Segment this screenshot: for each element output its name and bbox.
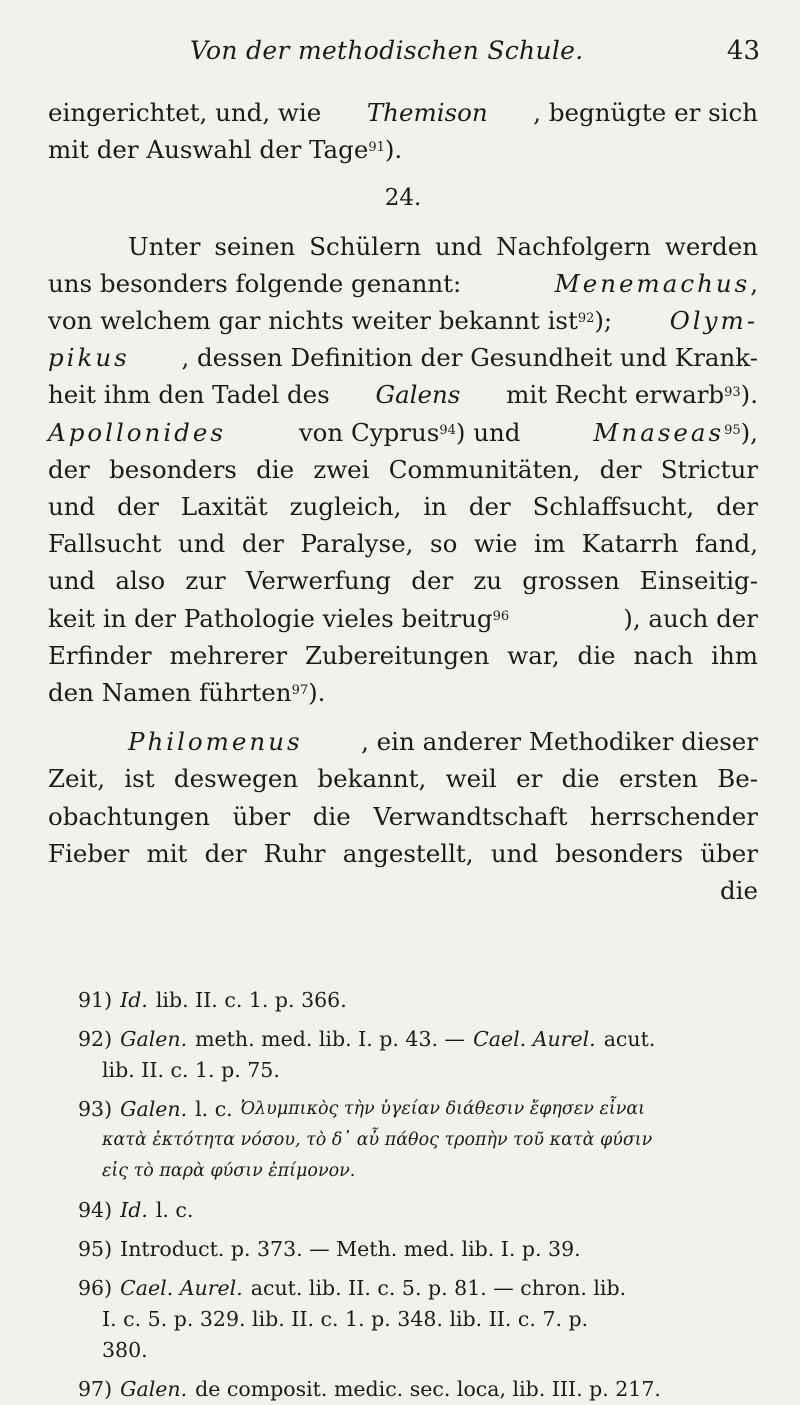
footnote-marker: 94 [439,422,456,438]
text-line: uns besonders folgende genannt: Menemachus, [48,268,758,298]
person-name: Olym- [669,306,758,336]
footnote-91: 91) Id. lib. II. c. 1. p. 366. [78,988,347,1012]
person-name: pikus [48,343,130,373]
text-line: und der Laxität zugleich, in der Schlaffsucht, der [48,492,758,522]
footnote-94: 94) Id. l. c. [78,1198,194,1222]
text-line: pikus , dessen Definition der Gesundheit und Krank- [48,339,758,376]
text-line: mit der Auswahl der Tage$^{91}$). [48,135,403,165]
footnotes [78,985,760,1405]
footnote-97: 97) Galen. de composit. medic. sec. loca, lib. III. p. 217. [78,1377,661,1401]
page-number: 43 [726,36,760,66]
footnote-93: 93) Galen. l. c. Ὀλυμπικὸς τὴν ὑγείαν διάθεσιν ἔφησεν εἶναι κατὰ ἐκτότητα νόσου, τὸ δ᾽ αὖ πάθος τροπὴν τοῦ κατὰ φύσιν εἰς τὸ παρὰ φύσιν ἐπίμονον. [78,1094,760,1187]
text-line: Unter seinen Schülern und Nachfolgern werden [128,231,758,261]
text-line: den Namen führten$^{97}$). [48,678,326,708]
text-line: keit in der Pathologie vieles beitrug$^{96}$ ), auch der [48,603,758,633]
text-line: von welchem gar nichts weiter bekannt ist$^{92}$); Olym- [48,302,758,339]
footnote-marker: 92 [577,311,595,327]
footnote-marker: 96 [492,608,510,624]
footnote-95: 95) Introduct. p. 373. — Meth. med. lib. I. p. 39. [78,1237,581,1261]
text-line: heit ihm den Tadel des Galens mit Recht erwarb$^{93}$). [48,376,758,413]
text-line: Zeit, ist deswegen bekannt, weil er die ersten Be- [48,764,758,794]
text-line: obachtungen über die Verwandtschaft herrschender [48,801,758,831]
footnote-marker: 91 [368,140,385,156]
person-name: Mnaseas [593,417,725,447]
footnote-marker: 97 [291,683,309,699]
main-text [48,94,758,909]
text-line: der besonders die zwei Communitäten, der Strictur [48,454,758,484]
text-line: Erfinder mehrerer Zubereitungen war, die nach ihm [48,640,758,670]
running-title: Von der methodischen Schule. [190,36,584,65]
footnote-marker: 95 [724,422,741,438]
text-line: Fieber mit der Ruhr angestellt, und besonders über [48,838,758,868]
person-name: Philomenus [128,727,303,757]
footnote-marker: 93 [724,385,741,401]
section-number: 24. [384,185,422,212]
catchword: die [719,876,758,906]
text-line: Philomenus , ein anderer Methodiker dieser [48,723,758,760]
text-line: Fallsucht und der Paralyse, so wie im Katarrh fand, [48,529,758,559]
text-line: und also zur Verwerfung der zu grossen Einseitig- [48,566,758,596]
footnote-92: 92) Galen. meth. med. lib. I. p. 43. — Cael. Aurel. acut. lib. II. c. 1. p. 75. [78,1027,656,1082]
page-header [40,36,760,80]
text-line: eingerichtet, und, wie Themison , begnügte er sich [48,94,758,131]
person-name: Themison [366,98,488,127]
person-name: Menemachus [554,268,751,298]
footnote-96: 96) Cael. Aurel. acut. lib. II. c. 5. p. 81. — chron. lib. I. c. 5. p. 329. lib. II. c. 1. p. 348. lib. II. c. 7. p. 380. [78,1276,627,1362]
greek-quote: εἰς τὸ παρὰ φύσιν ἐπίμονον. [102,1161,356,1181]
text-line: Apollonides von Cyprus$^{94}$) und Mnaseas$^{95}$), [48,414,758,451]
person-name: Apollonides [48,417,226,447]
greek-quote: κατὰ ἐκτότητα νόσου, τὸ δ᾽ αὖ πάθος τροπὴν τοῦ κατὰ φύσιν [102,1130,653,1150]
paragraph-gap [48,711,758,723]
greek-quote: Ὀλυμπικὸς τὴν ὑγείαν διάθεσιν ἔφησεν εἶναι [240,1099,646,1119]
person-name: Galens [375,380,461,410]
